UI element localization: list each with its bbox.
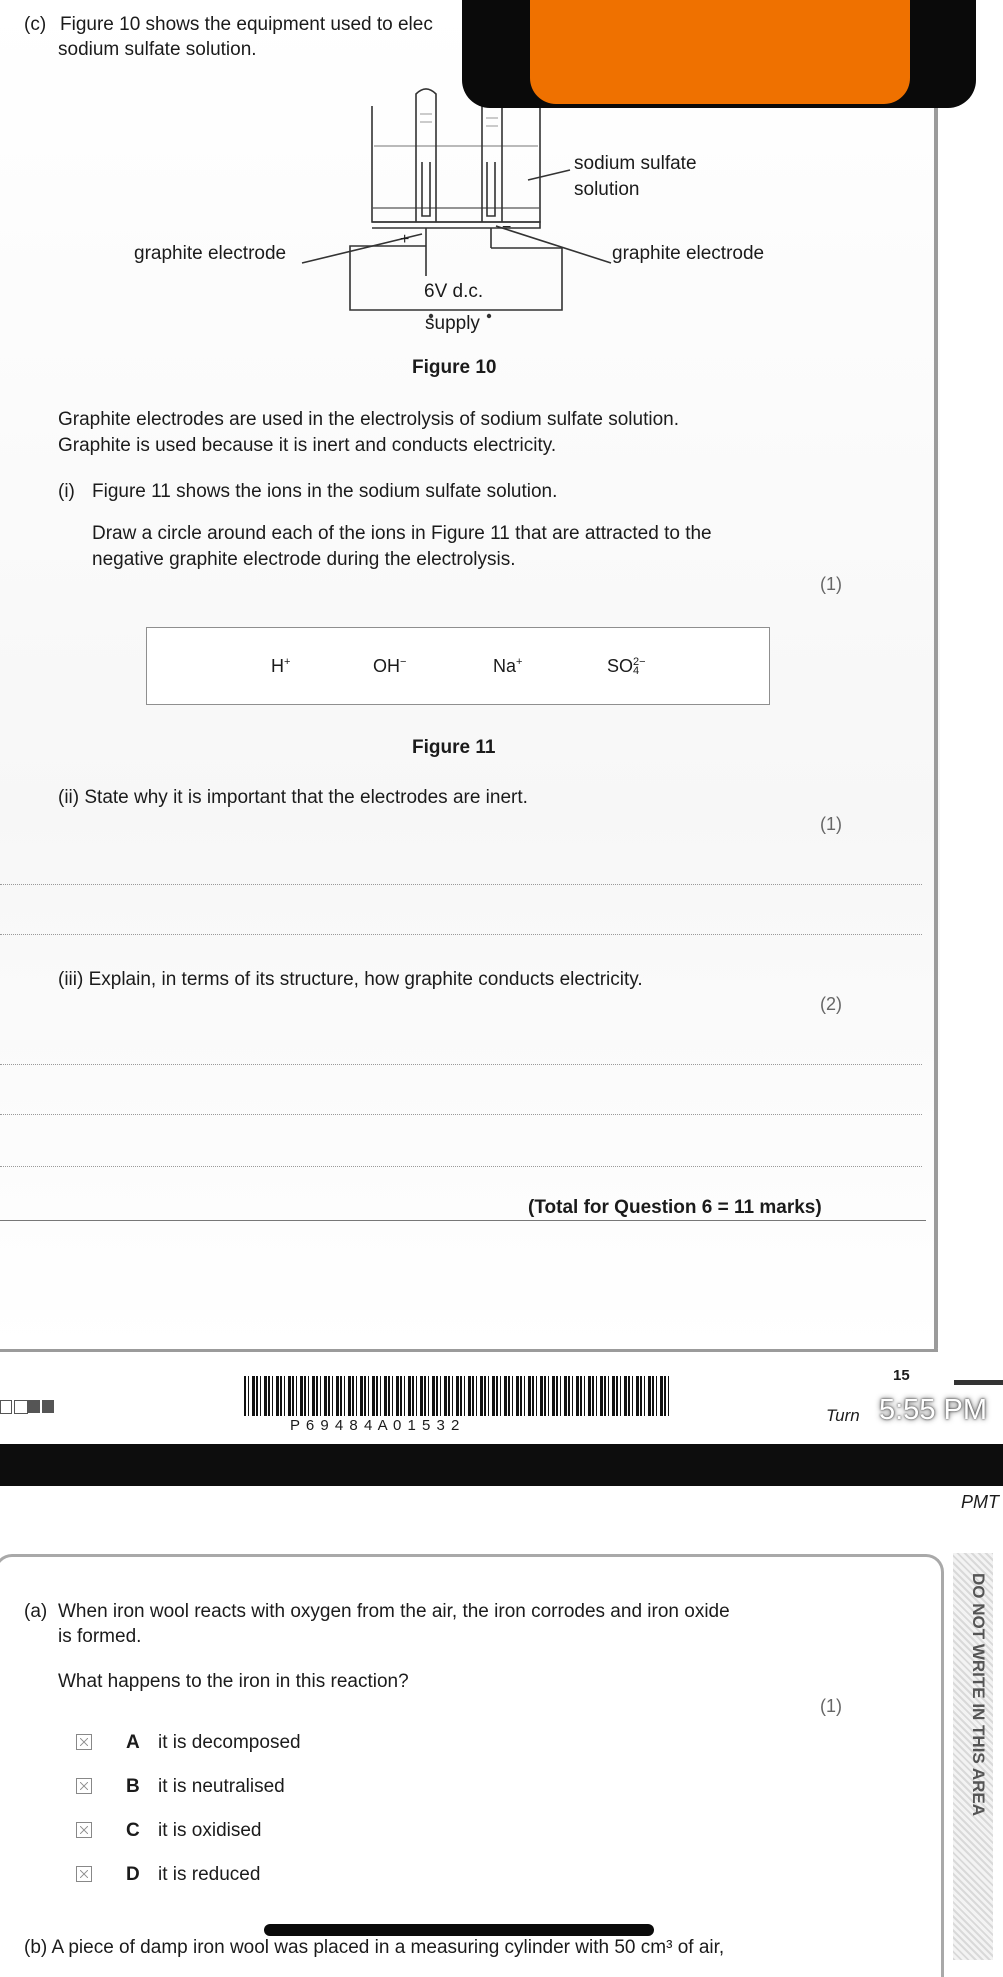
- part-text: (ii) State why it is important that the electrodes are inert.: [58, 787, 528, 808]
- intro-text: Graphite is used because it is inert and conducts electricity.: [58, 435, 557, 456]
- part-label: (a): [24, 1601, 48, 1622]
- page-border: [934, 0, 938, 1352]
- marks-label: (1): [820, 814, 842, 834]
- diagram-supply-label: 6V d.c.: [424, 281, 484, 302]
- answer-line[interactable]: [0, 1064, 922, 1065]
- answer-line[interactable]: [0, 884, 922, 885]
- option-text: it is reduced: [158, 1864, 261, 1885]
- diagram-label-left-electrode: graphite electrode: [134, 243, 287, 264]
- answer-line[interactable]: [0, 1114, 922, 1115]
- option-text: it is oxidised: [158, 1820, 262, 1841]
- diagram-label-right-electrode: graphite electrode: [612, 243, 765, 264]
- turn-over-label: Turn: [826, 1406, 860, 1425]
- part-instruction: Draw a circle around each of the ions in Figure 11 that are attracted to the: [92, 523, 712, 544]
- divider: [954, 1380, 1003, 1385]
- barcode-text: P 6 9 4 8 4 A 0 1 5 3 2: [290, 1417, 461, 1434]
- marks-label: (1): [820, 1696, 842, 1716]
- checkbox-c[interactable]: [76, 1822, 92, 1838]
- checkbox-b[interactable]: [76, 1778, 92, 1794]
- part-text: Figure 11 shows the ions in the sodium sulfate solution.: [92, 481, 558, 502]
- diagram-plus-sign: +: [400, 231, 410, 248]
- option-text: it is neutralised: [158, 1776, 285, 1797]
- svg-text:DO NOT WRITE IN THIS AREA: DO NOT WRITE IN THIS AREA: [969, 1573, 988, 1817]
- ion-hydroxide[interactable]: OH−: [373, 656, 407, 676]
- ion-sulfate[interactable]: SO2− 4: [607, 656, 646, 678]
- home-indicator[interactable]: [264, 1924, 654, 1936]
- electrolysis-apparatus-diagram: [120, 86, 820, 346]
- diagram-label-solution: sodium sulfate: [574, 153, 697, 174]
- diagram-minus-sign: −: [502, 219, 512, 236]
- checkbox-d[interactable]: [76, 1866, 92, 1882]
- overlay-orange: [530, 0, 910, 104]
- question-text: sodium sulfate solution.: [58, 39, 257, 60]
- part-instruction: negative graphite electrode during the electrolysis.: [92, 549, 516, 570]
- question-label: (c): [24, 14, 47, 35]
- ion-hydrogen[interactable]: H+: [271, 656, 291, 676]
- ion-sodium[interactable]: Na+: [493, 656, 523, 676]
- screen-divider-bar: [0, 1444, 1003, 1486]
- part-text: (b) A piece of damp iron wool was placed in a measuring cylinder with 50 cm³ of air,: [24, 1937, 725, 1958]
- page-border: [0, 1349, 938, 1352]
- square-marks: [0, 1400, 56, 1414]
- option-letter: B: [126, 1776, 140, 1797]
- part-text: (iii) Explain, in terms of its structure, how graphite conducts electricity.: [58, 969, 643, 990]
- part-text: is formed.: [58, 1626, 142, 1647]
- diagram-supply-label: supply: [425, 313, 480, 334]
- answer-line[interactable]: [0, 1166, 922, 1167]
- pmt-label: PMT: [961, 1492, 999, 1512]
- ions-box: [146, 627, 770, 705]
- figure-caption: Figure 10: [412, 357, 497, 378]
- option-letter: A: [126, 1732, 140, 1753]
- do-not-write-label: [953, 1553, 993, 1960]
- intro-text: Graphite electrodes are used in the electrolysis of sodium sulfate solution.: [58, 409, 679, 430]
- option-text: it is decomposed: [158, 1732, 301, 1753]
- part-question: What happens to the iron in this reaction?: [58, 1671, 409, 1692]
- option-letter: C: [126, 1820, 140, 1841]
- marks-label: (1): [820, 574, 842, 594]
- divider: [0, 1220, 926, 1221]
- option-letter: D: [126, 1864, 140, 1885]
- question-text: Figure 10 shows the equipment used to elec: [60, 14, 433, 35]
- status-time: 5:55 PM: [879, 1394, 987, 1426]
- part-label: (i): [58, 481, 75, 502]
- part-text: When iron wool reacts with oxygen from the air, the iron corrodes and iron oxide: [58, 1601, 730, 1622]
- diagram-label-solution: solution: [574, 179, 640, 200]
- marks-label: (2): [820, 994, 842, 1014]
- checkbox-a[interactable]: [76, 1734, 92, 1750]
- answer-line[interactable]: [0, 934, 922, 935]
- question-total: (Total for Question 6 = 11 marks): [528, 1197, 822, 1218]
- page-number: 15: [893, 1367, 910, 1384]
- barcode: [244, 1376, 672, 1416]
- figure-caption: Figure 11: [412, 737, 496, 758]
